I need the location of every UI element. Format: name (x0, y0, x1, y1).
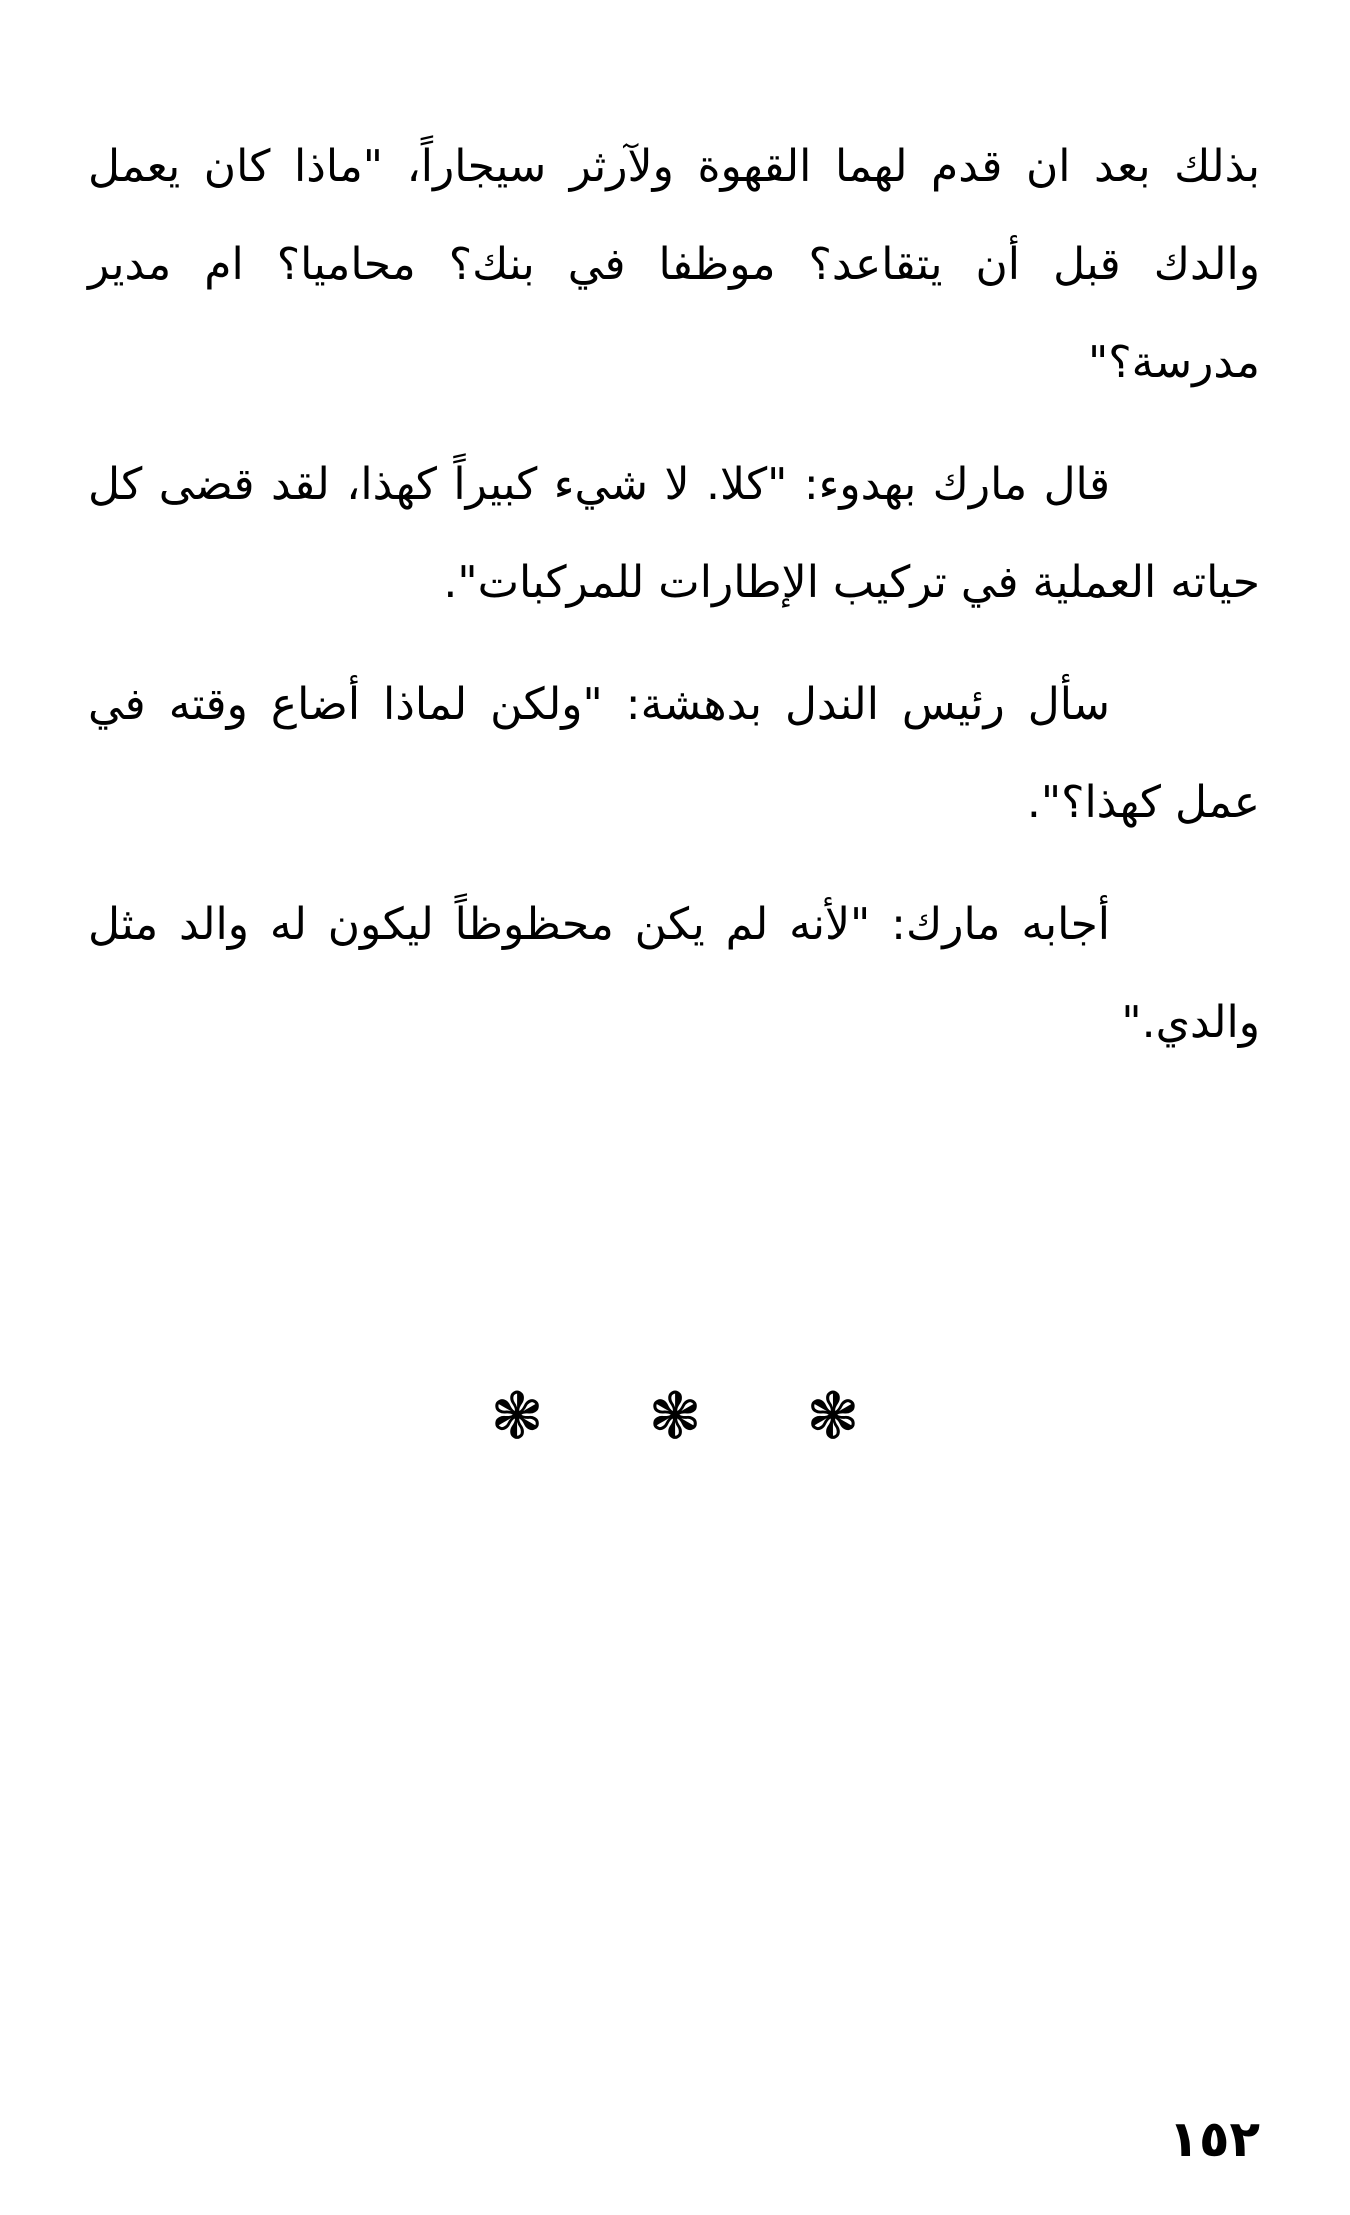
page-number: ١٥٢ (1168, 2110, 1260, 2168)
paragraph-1: بذلك بعد ان قدم لهما القهوة ولآرثر سيجاراً، "ماذا كان يعمل والدك قبل أن يتقاعد؟ موظفا في بنك؟ محاميا؟ ام مدير مدرسة؟" (88, 141, 1260, 388)
section-separator (0, 1380, 1350, 1454)
body-text (88, 118, 1260, 1096)
paragraph-4: أجابه مارك: "لأنه لم يكن محظوظاً ليكون له والد مثل والدي." (88, 899, 1260, 1048)
asterisk-icon: ❃ (806, 1380, 860, 1454)
asterisk-icon: ❃ (648, 1380, 702, 1454)
asterisk-icon: ❃ (490, 1380, 544, 1454)
paragraph-3: سأل رئيس الندل بدهشة: "ولكن لماذا أضاع وقته في عمل كهذا؟". (88, 679, 1260, 828)
paragraph-2: قال مارك بهدوء: "كلا. لا شيء كبيراً كهذا، لقد قضى كل حياته العملية في تركيب الإطارات للمركبات". (88, 459, 1260, 608)
